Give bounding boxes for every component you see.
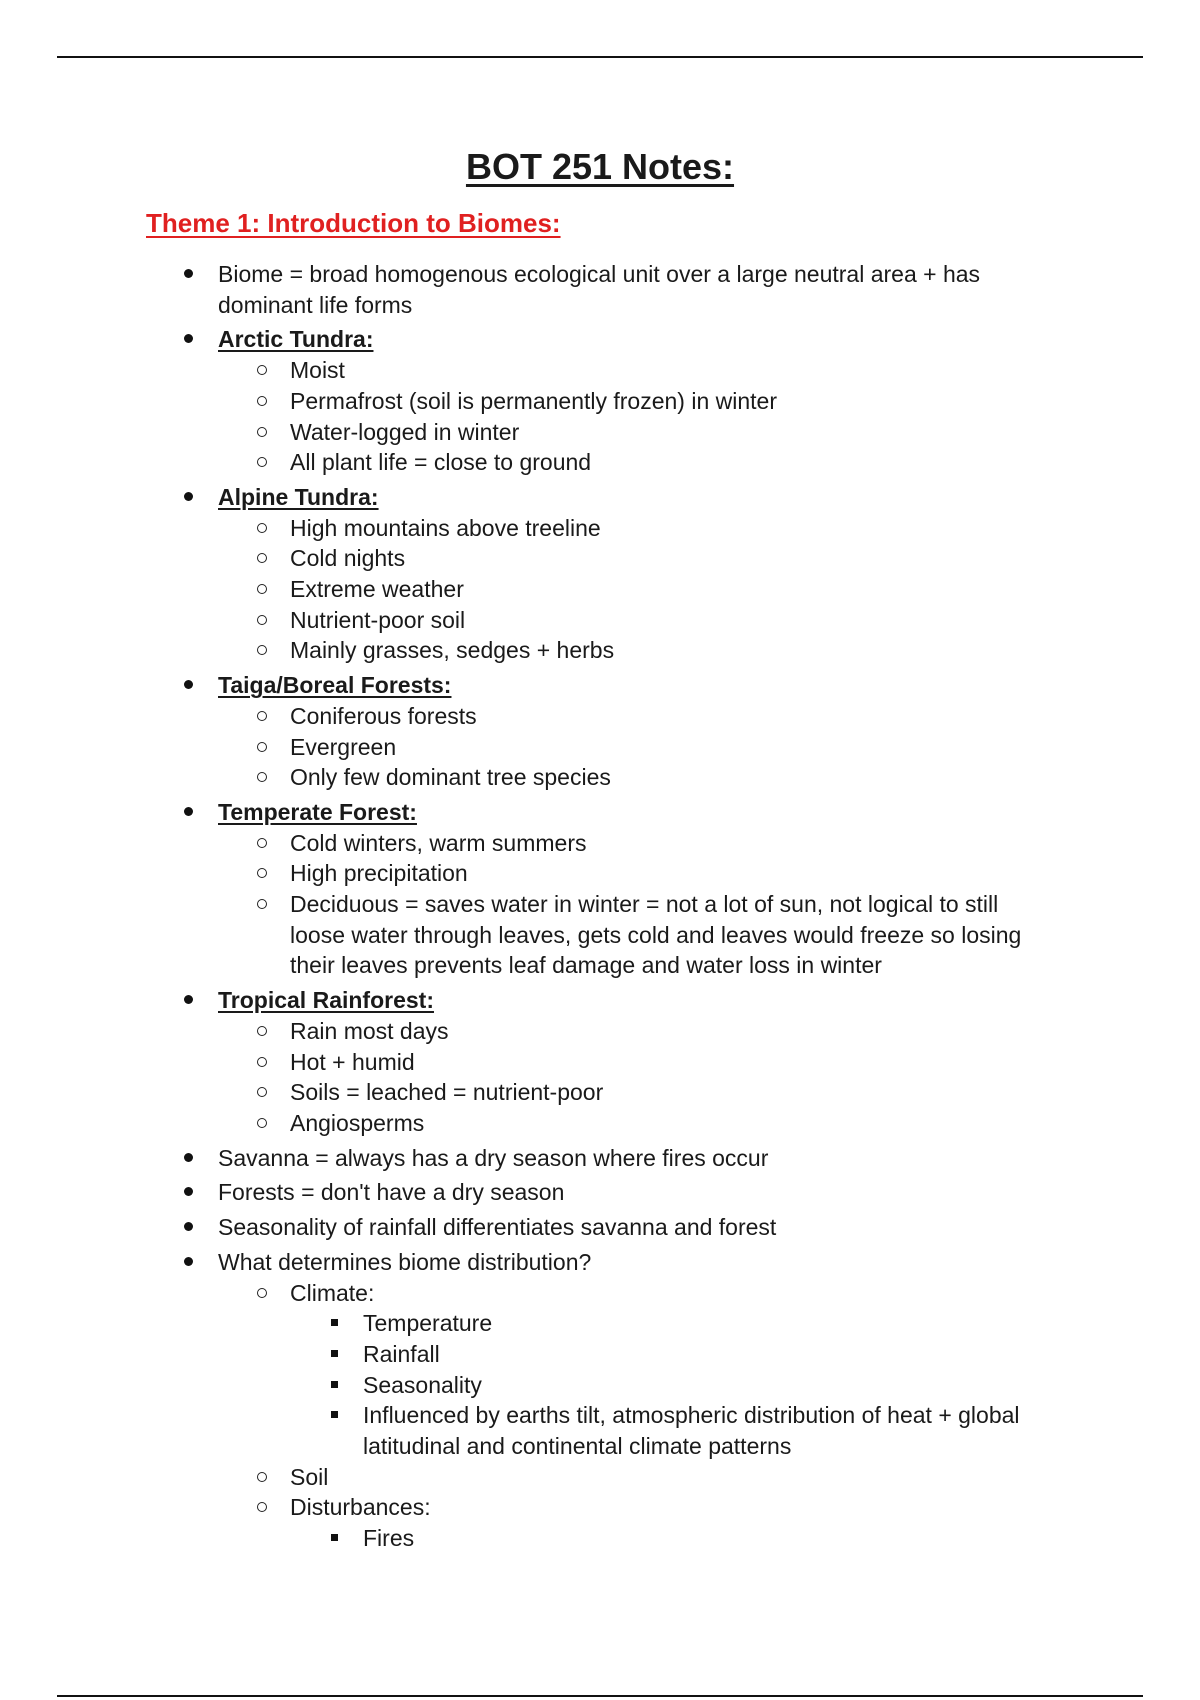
list-item-text: Forests = don't have a dry season [218,1179,565,1206]
list-item-text: Savanna = always has a dry season where fires occur [218,1144,769,1171]
list-item [0,1108,1200,1139]
list-item-text: All plant life = close to ground [290,449,592,476]
list-item [0,858,1200,889]
bullet-circle-icon [257,1288,267,1298]
list-item [0,1462,1200,1493]
list-item [0,1047,1200,1078]
bullet-circle-icon [257,365,267,375]
list-item [0,1278,1200,1309]
bullet-disc-icon [184,1257,193,1266]
list-item [0,797,1200,828]
list-item [0,386,1200,417]
bullet-circle-icon [257,772,267,782]
list-item-text: What determines biome distribution? [218,1248,592,1275]
list-item-text: Only few dominant tree species [290,764,611,791]
list-item [0,513,1200,544]
list-item [0,482,1200,513]
list-item-text: High precipitation [290,860,468,887]
list-item-text: Soil [290,1463,329,1490]
list-item [0,635,1200,666]
list-item-text: Climate: [290,1279,375,1306]
list-item [0,1077,1200,1108]
list-item-text: Rainfall [363,1340,440,1367]
list-item [0,1212,1200,1243]
page-title: BOT 251 Notes: [465,146,735,187]
bullet-circle-icon [257,742,267,752]
list-item-text: Cold nights [290,545,406,572]
list-item-text: Evergreen [290,733,397,760]
bullet-disc-icon [184,334,193,343]
bullet-circle-icon [257,645,267,655]
list-item-text: Nutrient-poor soil [290,606,466,633]
bullet-circle-icon [257,1087,267,1097]
section-heading: Tropical Rainforest: [218,987,434,1014]
notes-list [0,259,1200,1554]
bullet-circle-icon [257,457,267,467]
bullet-circle-icon [257,711,267,721]
bullet-disc-icon [184,492,193,501]
bullet-circle-icon [257,523,267,533]
bullet-square-icon [331,1411,338,1418]
list-item [0,732,1200,763]
list-item-text: Water-logged in winter [290,418,520,445]
bullet-circle-icon [257,615,267,625]
bottom-rule [57,1695,1143,1697]
bullet-circle-icon [257,427,267,437]
list-item-text: Rain most days [290,1017,449,1044]
list-item [0,1016,1200,1047]
list-item-text: Fires [363,1525,415,1552]
list-item [0,259,1200,320]
bullet-disc-icon [184,1187,193,1196]
list-item [0,1523,1200,1554]
list-item-text: Cold winters, warm summers [290,829,587,856]
list-item [0,1143,1200,1174]
bullet-disc-icon [184,1153,193,1162]
list-item-text: Deciduous = saves water in winter = not a lot of sun, not logical to still loose water through leaves, gets cold and leaves would freeze so losing their leaves prevents leaf damage and water loss in winter [290,891,1022,979]
list-item-text: Disturbances: [290,1494,431,1521]
bullet-circle-icon [257,899,267,909]
bullet-circle-icon [257,553,267,563]
section-heading: Arctic Tundra: [218,326,374,353]
section-heading: Taiga/Boreal Forests: [218,672,452,699]
bullet-circle-icon [257,584,267,594]
bullet-square-icon [331,1381,338,1388]
list-item [0,1177,1200,1208]
list-item-text: Soils = leached = nutrient-poor [290,1079,604,1106]
bullet-disc-icon [184,995,193,1004]
list-item-text: Biome = broad homogenous ecological unit over a large neutral area + has dominant life forms [218,261,981,318]
list-item-text: Angiosperms [290,1109,425,1136]
section-heading: Alpine Tundra: [218,483,379,510]
list-item [0,985,1200,1016]
list-item [0,1247,1200,1278]
list-item-text: Temperature [363,1310,493,1337]
list-item-text: Extreme weather [290,576,464,603]
bullet-disc-icon [184,1222,193,1231]
list-item-text: Hot + humid [290,1048,415,1075]
bullet-disc-icon [184,680,193,689]
list-item-text: Influenced by earths tilt, atmospheric distribution of heat + global latitudinal and continental climate patterns [363,1402,1020,1460]
list-item [0,417,1200,448]
list-item [0,1339,1200,1370]
bullet-circle-icon [257,1026,267,1036]
bullet-circle-icon [257,1502,267,1512]
section-heading: Temperate Forest: [218,798,417,825]
list-item-text: High mountains above treeline [290,514,601,541]
list-item [0,1492,1200,1523]
top-rule [57,56,1143,58]
list-item-text: Mainly grasses, sedges + herbs [290,637,615,664]
bullet-disc-icon [184,807,193,816]
list-item [0,762,1200,793]
list-item [0,889,1200,981]
bullet-square-icon [331,1350,338,1357]
list-item [0,670,1200,701]
bullet-square-icon [331,1534,338,1541]
bullet-disc-icon [184,269,193,278]
bullet-circle-icon [257,1118,267,1128]
list-item [0,701,1200,732]
list-item-text: Permafrost (soil is permanently frozen) in winter [290,387,777,414]
bullet-circle-icon [257,396,267,406]
bullet-square-icon [331,1319,338,1326]
list-item-text: Seasonality [363,1371,482,1398]
list-item [0,1370,1200,1401]
list-item-text: Coniferous forests [290,702,477,729]
list-item [0,574,1200,605]
list-item-text: Seasonality of rainfall differentiates savanna and forest [218,1214,777,1241]
bullet-circle-icon [257,1057,267,1067]
list-item [0,447,1200,478]
list-item [0,1400,1200,1461]
list-item [0,828,1200,859]
bullet-circle-icon [257,1472,267,1482]
list-item [0,355,1200,386]
list-item [0,605,1200,636]
bullet-circle-icon [257,838,267,848]
bullet-circle-icon [257,868,267,878]
list-item-text: Moist [290,357,345,384]
theme-heading: Theme 1: Introduction to Biomes: [146,208,561,238]
list-item [0,1308,1200,1339]
list-item [0,543,1200,574]
list-item [0,324,1200,355]
